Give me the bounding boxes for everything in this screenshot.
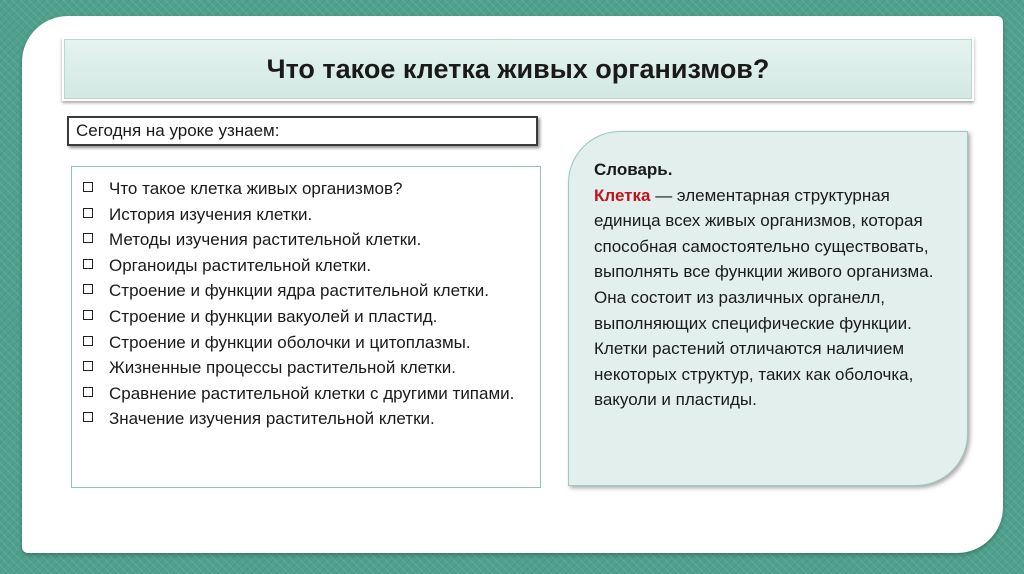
checkbox-bullet-icon (83, 208, 93, 218)
checkbox-bullet-icon (83, 259, 93, 269)
list-item: Органоиды растительной клетки. (80, 253, 532, 279)
dictionary-paragraph: Она состоит из различных органелл, выполняющих специфические функции. (594, 287, 912, 333)
list-item: Что такое клетка живых организмов? (80, 176, 532, 202)
checkbox-bullet-icon (83, 182, 93, 192)
checkbox-bullet-icon (83, 361, 93, 371)
dictionary-box (568, 131, 968, 486)
dictionary-heading: Словарь. (594, 160, 673, 179)
checkbox-bullet-icon (83, 310, 93, 320)
list-item: Строение и функции ядра растительной клетки. (80, 278, 532, 304)
checkbox-bullet-icon (83, 284, 93, 294)
list-item: Строение и функции оболочки и цитоплазмы. (80, 330, 532, 356)
today-header-box (67, 116, 538, 146)
dictionary-term: Клетка (594, 185, 651, 205)
dictionary-paragraph: Клетки растений отличаются наличием некоторых структур, таких как оболочка, вакуоли и пластиды. (594, 339, 914, 410)
checkbox-bullet-icon (83, 387, 93, 397)
list-item: Жизненные процессы растительной клетки. (80, 355, 532, 381)
list-item: Методы изучения растительной клетки. (80, 227, 532, 253)
lesson-list (80, 176, 532, 432)
checkbox-bullet-icon (83, 233, 93, 243)
checkbox-bullet-icon (83, 336, 93, 346)
list-item: Строение и функции вакуолей и пластид. (80, 304, 532, 330)
list-item: Значение изучения растительной клетки. (80, 406, 532, 432)
definition-text: — элементарная структурная единица всех живых организмов, которая способная самостоятельно существовать, выполнять все функции живого организма. (594, 185, 934, 282)
checkbox-bullet-icon (83, 412, 93, 422)
title-banner (62, 37, 974, 101)
lesson-list-box (71, 166, 541, 488)
list-item: История изучения клетки. (80, 202, 532, 228)
dictionary-definition (594, 183, 957, 285)
slide-title: Что такое клетка живых организмов? (266, 53, 770, 84)
today-label: Сегодня на уроке узнаем: (76, 121, 280, 140)
list-item: Сравнение растительной клетки с другими типами. (80, 381, 532, 407)
